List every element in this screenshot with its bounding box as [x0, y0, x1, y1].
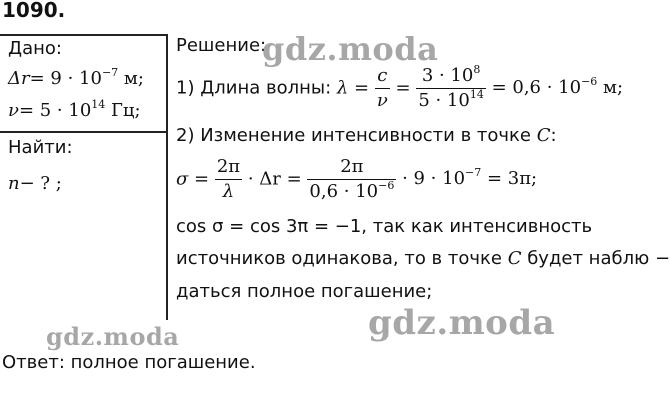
- solution-line2: источников одинакова, то в точке C будет наблю −: [176, 248, 670, 269]
- watermark-bottom-right: gdz.moda: [368, 303, 556, 343]
- table-mid-rule: [0, 131, 167, 133]
- fraction-2pi-over-lambda: $\frac{2\pi}{\lambda}$: [216, 156, 241, 202]
- given-frequency: $\nu= 5 \cdot 10^{14}$ Гц;: [8, 98, 141, 121]
- table-top-rule: [0, 34, 167, 36]
- solution-header: Решение:: [176, 35, 267, 56]
- solution-step2: 2) Изменение интенсивности в точке C:: [176, 125, 557, 146]
- find-header: Найти:: [8, 137, 73, 158]
- given-delta-r: $\Delta r= 9 \cdot 10^{-7}$ м;: [8, 66, 144, 89]
- watermark-top: gdz.moda: [262, 30, 439, 68]
- given-header: Дано:: [8, 38, 62, 59]
- watermark-bottom-left: gdz.moda: [46, 322, 180, 351]
- table-vertical-divider: [166, 34, 168, 320]
- solution-cos-line: cos σ = cos 3π = −1, так как интенсивность: [176, 216, 593, 237]
- problem-number: 1090.: [2, 0, 66, 22]
- fraction-2pi-over-wavelength: $\frac{2\pi}{0,6 \cdot 10^{-6}}$: [309, 156, 395, 202]
- fraction-c-over-nu: $\frac{c}{\nu}$: [376, 65, 388, 111]
- solution-line3: даться полное погашение;: [176, 281, 433, 302]
- solution-sigma-formula: σ = $\frac{2\pi}{\lambda}$ · Δr = $\frac{2\pi}{0,6 \cdot 10^{-6}}$ · $9 \cdot 10^{-7} = 3\pi$;: [176, 156, 538, 202]
- answer: Ответ: полное погашение.: [2, 352, 256, 373]
- fraction-values: $\frac{3 \cdot 10^8}{5 \cdot 10^{14}}$: [418, 63, 484, 111]
- find-n: n− ? ;: [8, 173, 62, 194]
- solution-step1: 1) Длина волны: λ = $\frac{c}{\nu}$ = $\frac{3 \cdot 10^8}{5 \cdot 10^{14}}$ = $0,6 \cdot 10^{-6}$ м;: [176, 63, 624, 111]
